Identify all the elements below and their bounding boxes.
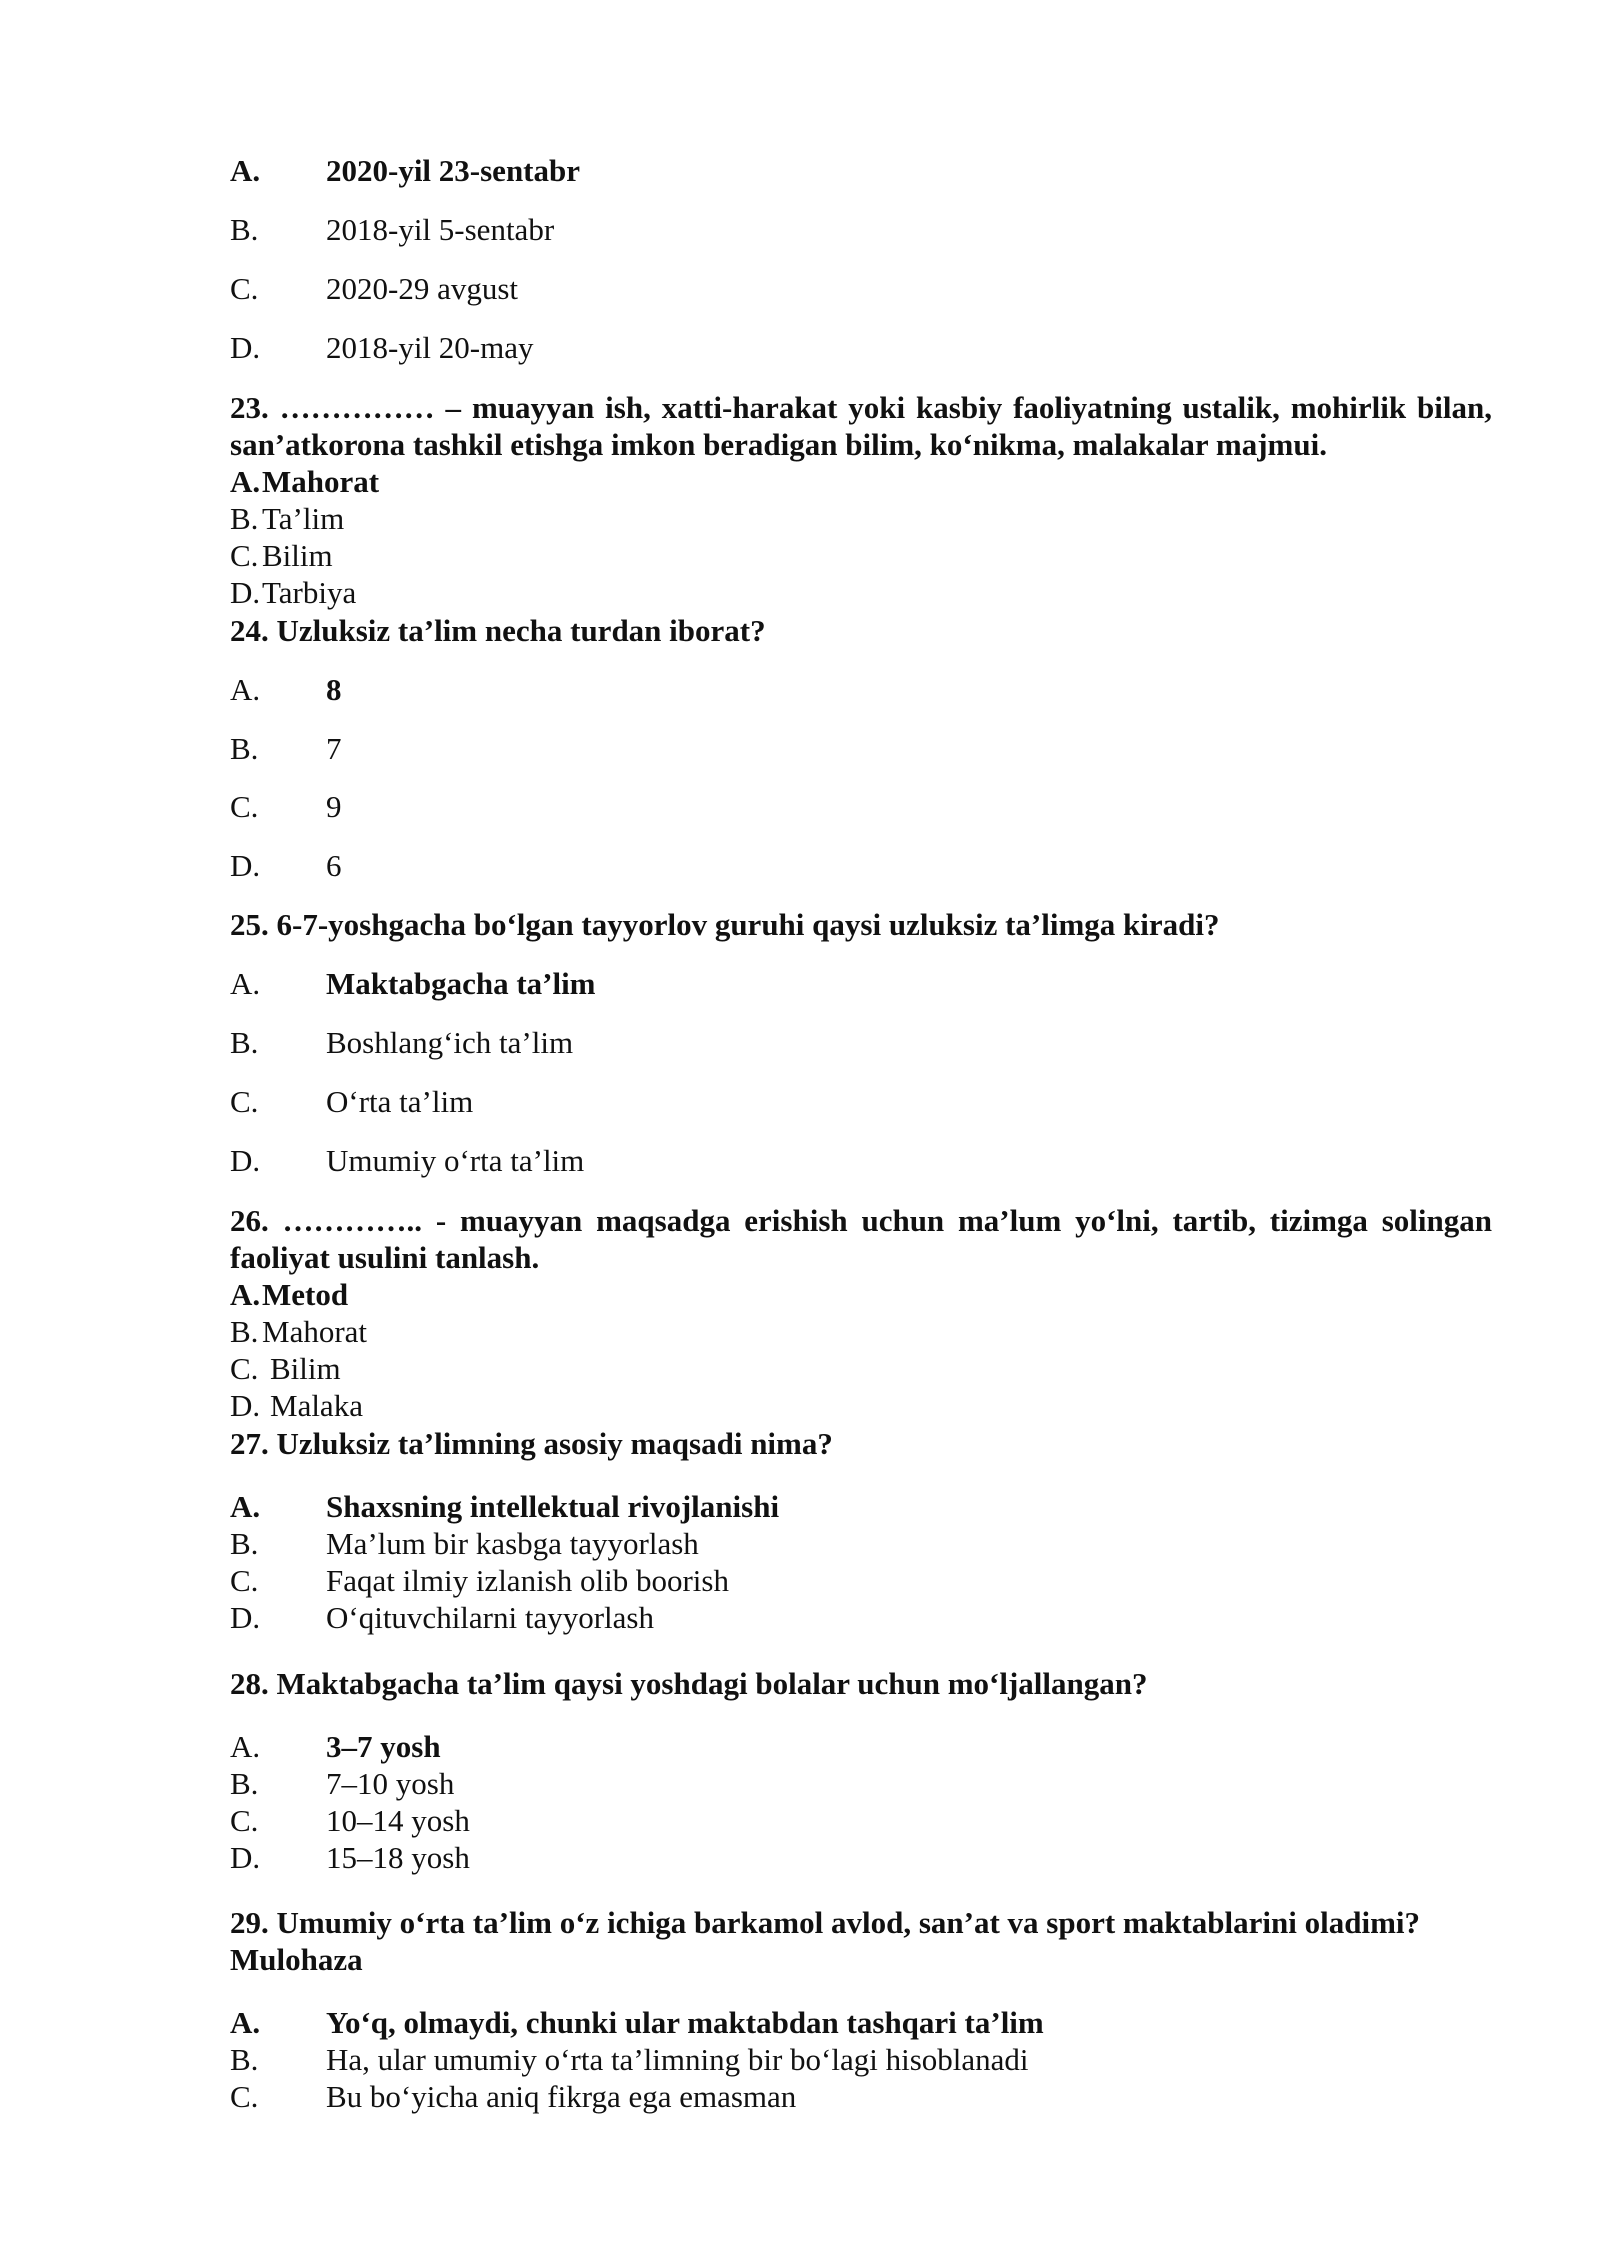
option-letter: C. xyxy=(230,1084,259,1119)
question-24: 24. Uzluksiz ta’lim necha turdan iborat? xyxy=(230,613,766,648)
answer-option xyxy=(230,152,580,190)
option-letter: B. xyxy=(230,1025,259,1060)
option-text: Ma’lum bir kasbga tayyorlash xyxy=(326,1526,699,1561)
option-letter: C. xyxy=(230,1803,259,1838)
option-letter: A. xyxy=(230,1277,261,1312)
answer-option xyxy=(230,211,554,249)
option-text: Maktabgacha ta’lim xyxy=(326,966,596,1001)
option-text: Oʻrta ta’lim xyxy=(326,1084,474,1119)
option-text: 3–7 yosh xyxy=(326,1729,441,1764)
option-letter: A. xyxy=(230,153,261,188)
option-letter: A. xyxy=(230,2005,261,2040)
option-letter: B. xyxy=(230,1314,259,1349)
option-letter: C. xyxy=(230,1351,259,1386)
option-text: Bu boʻyicha aniq fikrga ega emasman xyxy=(326,2079,797,2114)
answer-option xyxy=(230,1488,779,1526)
option-text: 7–10 yosh xyxy=(326,1766,455,1801)
answer-option xyxy=(230,2004,1044,2042)
option-text: 2020-29 avgust xyxy=(326,271,519,306)
answer-option xyxy=(230,1024,573,1062)
option-letter: A. xyxy=(230,464,261,499)
option-text: 2018-yil 5-sentabr xyxy=(326,212,555,247)
option-letter: C. xyxy=(230,1563,259,1598)
option-text: Oʻqituvchilarni tayyorlash xyxy=(326,1600,654,1635)
option-letter: D. xyxy=(230,575,261,610)
answer-option xyxy=(230,1562,729,1600)
option-text: 9 xyxy=(326,789,342,824)
option-text: 15–18 yosh xyxy=(326,1840,470,1875)
option-letter: A. xyxy=(230,1489,261,1524)
option-letter: B. xyxy=(230,2042,259,2077)
question-25: 25. 6-7-yoshgacha boʻlgan tayyorlov guruhi qaysi uzluksiz ta’limga kiradi? xyxy=(230,907,1220,942)
option-letter: D. xyxy=(230,330,261,365)
option-letter: D. xyxy=(230,1840,261,1875)
option-letter: B. xyxy=(230,501,259,536)
option-text: Malaka xyxy=(270,1388,363,1423)
answer-option xyxy=(230,1387,363,1425)
answer-option xyxy=(230,500,344,538)
option-text: 10–14 yosh xyxy=(326,1803,470,1838)
answer-option xyxy=(230,1142,584,1180)
option-letter: A. xyxy=(230,966,261,1001)
answer-option xyxy=(230,788,342,826)
question-28: 28. Maktabgacha ta’lim qaysi yoshdagi bolalar uchun moʻljallangan? xyxy=(230,1666,1148,1701)
option-letter: D. xyxy=(230,1388,261,1423)
option-text: Umumiy oʻrta ta’lim xyxy=(326,1143,585,1178)
answer-option xyxy=(230,1083,473,1121)
option-text: Mahorat xyxy=(262,464,380,499)
option-text: Metod xyxy=(262,1277,349,1312)
question-26: 26. ………….. - muayyan maqsadga erishish uchun ma’lum yoʻlni, tartib, tizimga solingan faoliyat usulini tanlash. xyxy=(230,1203,1492,1275)
answer-option xyxy=(230,1276,348,1314)
option-text: 6 xyxy=(326,848,342,883)
question-29: 29. Umumiy oʻrta ta’lim oʻz ichiga barkamol avlod, san’at va sport maktablarini oladimi? Mulohaza xyxy=(230,1905,1421,1977)
option-text: Yoʻq, olmaydi, chunki ular maktabdan tashqari ta’lim xyxy=(326,2005,1044,2040)
answer-option xyxy=(230,270,518,308)
option-letter: B. xyxy=(230,1766,259,1801)
answer-option xyxy=(230,671,342,709)
answer-option xyxy=(230,1802,470,1840)
answer-option xyxy=(230,1525,699,1563)
option-text: Shaxsning intellektual rivojlanishi xyxy=(326,1489,780,1524)
answer-option xyxy=(230,1839,470,1877)
option-text: Boshlangʻich ta’lim xyxy=(326,1025,574,1060)
answer-option xyxy=(230,730,342,768)
option-letter: A. xyxy=(230,672,261,707)
option-text: 2018-yil 20-may xyxy=(326,330,534,365)
answer-option xyxy=(230,329,534,367)
answer-option xyxy=(230,1599,654,1637)
option-letter: D. xyxy=(230,848,261,883)
option-letter: A. xyxy=(230,1729,261,1764)
question-23: 23. …………… – muayyan ish, xatti-harakat yoki kasbiy faoliyatning ustalik, mohirlik bilan, san’atkorona tashkil etishga imkon beradigan bilim, koʻnikma, malakalar majmui. xyxy=(230,390,1492,462)
answer-option xyxy=(230,2041,1029,2079)
option-text: Mahorat xyxy=(262,1314,368,1349)
option-text: Faqat ilmiy izlanish olib boorish xyxy=(326,1563,729,1598)
option-letter: C. xyxy=(230,2079,259,2114)
option-letter: B. xyxy=(230,731,259,766)
answer-option xyxy=(230,1350,341,1388)
option-letter: B. xyxy=(230,212,259,247)
option-text: 8 xyxy=(326,672,342,707)
answer-option xyxy=(230,1728,441,1766)
question-27: 27. Uzluksiz ta’limning asosiy maqsadi nima? xyxy=(230,1426,833,1461)
answer-option xyxy=(230,537,333,575)
option-text: Ha, ular umumiy oʻrta ta’limning bir boʻlagi hisoblanadi xyxy=(326,2042,1029,2077)
answer-option xyxy=(230,2078,796,2116)
answer-option xyxy=(230,574,356,612)
answer-option xyxy=(230,1765,454,1803)
answer-option xyxy=(230,1313,367,1351)
option-letter: B. xyxy=(230,1526,259,1561)
option-letter: C. xyxy=(230,538,259,573)
answer-option xyxy=(230,965,596,1003)
option-text: Tarbiya xyxy=(262,575,357,610)
answer-option xyxy=(230,463,379,501)
option-text: 2020-yil 23-sentabr xyxy=(326,153,581,188)
option-text: Ta’lim xyxy=(262,501,345,536)
option-letter: C. xyxy=(230,271,259,306)
option-text: 7 xyxy=(326,731,342,766)
option-letter: D. xyxy=(230,1600,261,1635)
option-text: Bilim xyxy=(262,538,333,573)
option-letter: C. xyxy=(230,789,259,824)
option-letter: D. xyxy=(230,1143,261,1178)
answer-option xyxy=(230,847,342,885)
option-text: Bilim xyxy=(270,1351,341,1386)
